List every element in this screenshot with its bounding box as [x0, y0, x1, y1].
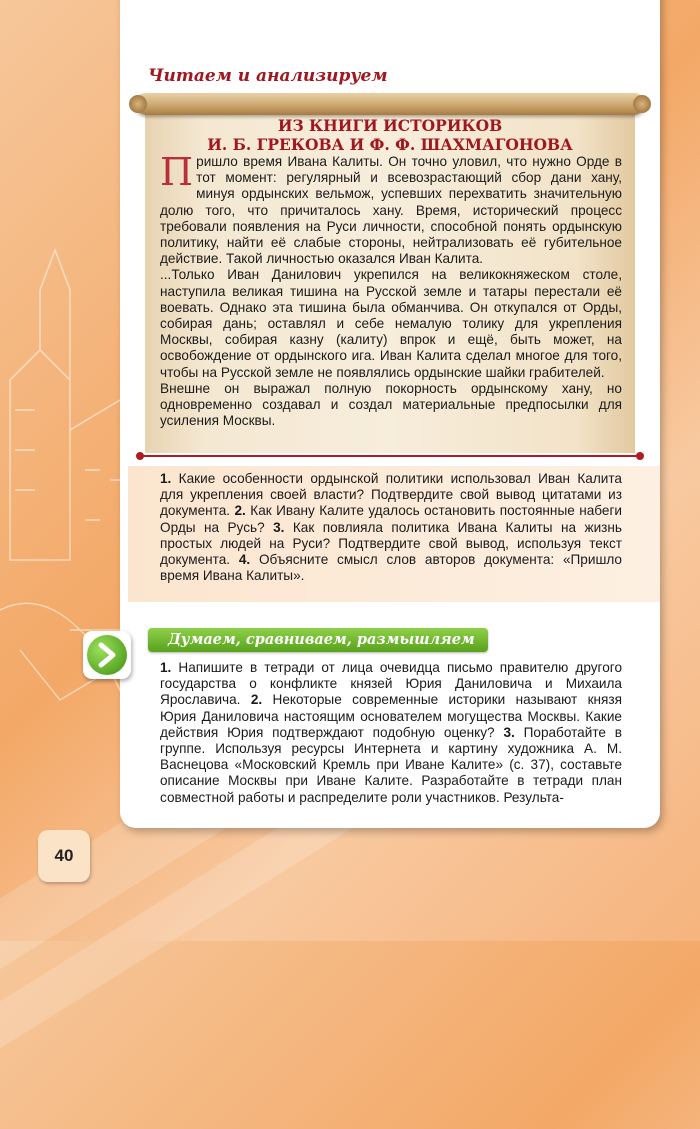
task-item: Поработайте в группе. Используя ресурсы Интернета и картину художника А. М. Васнецова «Московский Кремль при Иване Калите» (с. 37), составьте описание Москвы при Иване Калите. Разработайте в тетради план совместной работы и распределите роли участников. Результа- [160, 724, 623, 805]
document-paragraph: Внешне он выражал полную покорность ордынскому хану, но одновременно создавал и создал материальные предпосылки для усиления Москвы. [160, 380, 622, 429]
question-item: Какие особенности ордынской политики использовал Иван Калита для укрепления своей власти? Подтвердите свой вывод цитатами из документа. [160, 471, 622, 519]
think-tasks-text: 1. Напишите в тетради от лица очевидца письмо правителю другого государства о конфликте князей Юрия Даниловича и Михаила Ярославича. 2. Некоторые современные историки называют князя Юрия Даниловича настоящим основателем могущества Москвы. Какие действия Юрия подтверждают подобную оценку? 3. Поработайте в группе. Используя ресурсы Интернета и картину художника А. М. Васнецова «Московский Кремль при Иване Калите» (с. 37), составьте описание Москвы при Иване Калите. Разработайте в тетради план совместной работы и распределите роли участников. Результа- [160, 660, 623, 805]
think-section-heading: Думаем, сравниваем, размышляем [148, 628, 488, 652]
document-paragraph: Пришло время Ивана Калиты. Он точно уловил, что нужно Орде в тот момент: регулярный и всевозрастающий сбор дани хану, минуя ордынских вельмож, успевших перехватить значительную долю того, что причиталось хану. Время, исторический процесс требовали появления на Руси личности, способной понять ордынскую политику, найти её слабые стороны, нейтрализовать её губительное действие. Такой личностью оказался Иван Калита. [160, 150, 622, 267]
scroll-roll [135, 93, 645, 115]
section-heading: Читаем и анализируем [148, 66, 388, 86]
page-number: 40 [38, 830, 90, 882]
divider-line [140, 455, 640, 457]
question-item: Объясните смысл слов авторов документа: «Пришло время Ивана Калиты». [160, 552, 622, 584]
dropcap-letter: П [160, 150, 194, 194]
document-title-line1: ИЗ КНИГИ ИСТОРИКОВ [277, 116, 503, 135]
document-title-line2: И. Б. ГРЕКОВА И Ф. Ф. ШАХМАГОНОВА [207, 135, 573, 154]
questions-text: 1. Какие особенности ордынской политики использовал Иван Калита для укрепления своей власти? Подтвердите свой вывод цитатами из документа. 2. Как Ивану Калите удалось остановить постоянные набеги Орды на Русь? 3. Как повлияла политика Ивана Калиты на жизнь простых людей на Руси? Подтвердите свой вывод, используя текст документа. 4. Объясните смысл слов авторов документа: «Пришло время Ивана Калиты». [160, 471, 623, 584]
next-arrow-icon [83, 631, 131, 679]
document-body [160, 150, 622, 429]
task-item: Некоторые современные историки называют князя Юрия Даниловича настоящим основателем могущества Москвы. Какие действия Юрия подтверждают подобную оценку? [160, 692, 622, 740]
question-item: Как Ивану Калите удалось остановить постоянные набеги Орды на Русь? [160, 503, 623, 535]
question-item: Как повлияла политика Ивана Калиты на жизнь простых людей на Руси? Подтвердите свой вывод, используя текст документа. [160, 519, 623, 568]
task-item: Напишите в тетради от лица очевидца письмо правителю другого государства о конфликте князей Юрия Даниловича и Михаила Ярославича. [160, 660, 622, 708]
document-paragraph: ...Только Иван Данилович укрепился на великокняжеском столе, наступила великая тишина на Русской земле и татары перестали её воевать. Однако эта тишина была обманчива. Он откупался от Орды, собирая дань; оставлял и себе немалую толику для укрепления Москвы, собирая казну (калиту) впрок и ещё, быть может, на освобождение от ордынского ига. Иван Калита сделал многое для того, чтобы на Русской земле не появлялись ордынские шайки грабителей. [160, 267, 622, 380]
